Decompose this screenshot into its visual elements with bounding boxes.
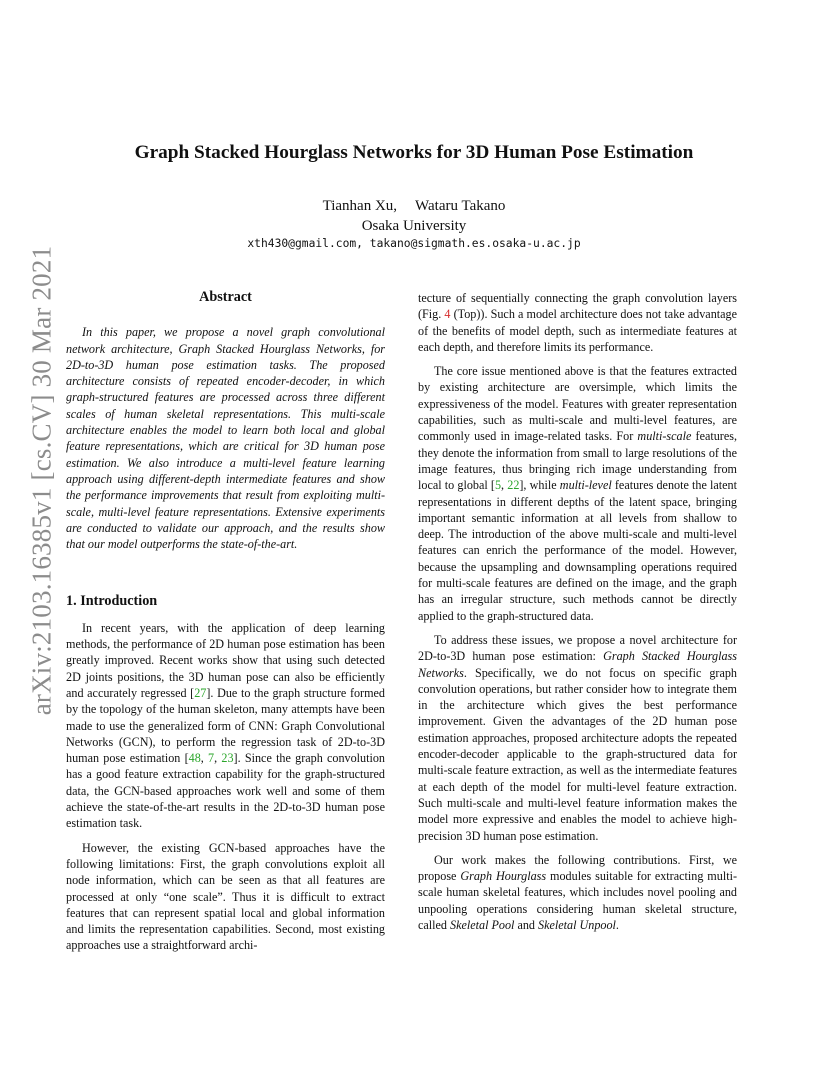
figure-link[interactable]: 4 — [444, 307, 451, 322]
right-column — [418, 290, 737, 941]
citation-link[interactable]: 7 — [208, 751, 215, 766]
intro-paragraph-3: The core issue mentioned above is that the features extracted by existing architecture are oversimple, which limits the expressiveness of the model. Features with greater representation capabilities, such as multi-scale and multi-level features, are commonly used in image-related tasks. For multi-scale features, they denote the information from small to large resolutions of the image features, thus bringing rich image understanding from local to global [5, 22], while multi-level features denote the latent representations in different depths of the latent space, bringing important semantic information at all levels from shallow to deep. The introduction of the above multi-scale and multi-level features can enrich the performance of the model. However, because the upsampling and downsampling operations required for multi-scale features are defined on the image, and the graph has an irregular structure, such methods cannot be directly applied to the graph-structured data. — [418, 364, 737, 623]
citation-link[interactable]: 27 — [194, 685, 207, 700]
intro-paragraph-1: In recent years, with the application of deep learning methods, the performance of 2D human pose estimation has been greatly improved. Recent works show that using such detected 2D joints positions, the 3D human pose can also be efficiently and accurately regressed [27]. Due to the graph structure formed by the topology of the human skeleton, many attempts have been made to use the generalized form of CNN: Graph Convolutional Networks (GCN), to perform the regression task of 2D-to-3D human pose estimation [48, 7, 23]. Since the graph convolution has a good feature extraction capability for the graph-structured data, the GCN-based approaches work well and some of them achieve the state-of-the-art results in the 2D-to-3D human pose estimation task. — [66, 620, 386, 831]
paper-title: Graph Stacked Hourglass Networks for 3D Human Pose Estimation — [134, 142, 694, 163]
arxiv-identifier: arXiv:2103.16385v1 [cs.CV] 30 Mar 2021 — [26, 245, 57, 715]
intro-paragraph-5: Our work makes the following contributions. First, we propose Graph Hourglass modules suitable for extracting multi-scale human skeletal features, which includes novel pooling and unpooling operations considering human skeletal structure, called Skeletal Pool and Skeletal Unpool. — [418, 852, 737, 932]
author-emails: xth430@gmail.com, takano@sigmath.es.osaka-u.ac.jp — [247, 237, 581, 250]
author-name: Wataru Takano — [415, 198, 506, 214]
affiliation: Osaka University — [361, 218, 467, 234]
author-name: Tianhan Xu, — [322, 198, 398, 214]
abstract-text: In this paper, we propose a novel graph convolutional network architecture, Graph Stacked Hourglass Networks, for 2D-to-3D human pose estimation tasks. The proposed architecture consists of repeated encoder-decoder, in which graph-structured features are processed across three different scales of human skeletal representations. This multi-scale architecture enables the model to learn both local and global feature representations, which are critical for 3D human pose estimation. We also introduce a multi-level feature learning approach using different-depth intermediate features and show the performance improvements that result from exploiting multi-scale, multi-level feature representations. Extensive experiments are conducted to validate our approach, and the results show that our model outperforms the state-of-the-art. — [66, 325, 385, 552]
section-heading-introduction: 1. Introduction — [66, 593, 158, 610]
author-block — [60, 196, 768, 236]
arxiv-sidebar — [20, 245, 64, 715]
intro-paragraph-2: However, the existing GCN-based approaches have the following limitations: First, the graph convolutions exploit all node information, which can be seen as that all features are processed at only “one scale”. Thus it is difficult to extract features that can represent spatial local and global information and limits the representation capabilities. Second, most existing approaches use a straightforward archi- — [66, 840, 385, 953]
citation-link[interactable]: 22 — [507, 478, 520, 493]
abstract-heading: Abstract — [199, 289, 252, 305]
intro-paragraph-4: To address these issues, we propose a novel architecture for 2D-to-3D human pose estimation: Graph Stacked Hourglass Networks. Specifically, we do not focus on specific graph convolution operations, but rather consider how to integrate them in the architecture which gives the best performance improvement. Given the advantages of the 2D human pose estimation approaches, proposed architecture adopts the repeated encoder-decoder applicable to the graph-structured data for multi-scale feature extraction, as well as the intermediate features at each depth of the model for multi-level feature extraction. Such multi-scale and multi-level feature information makes the model more expressive and enables the model to achieve high-precision 3D human pose estimation. — [418, 632, 738, 843]
citation-link[interactable]: 23 — [221, 751, 234, 766]
intro-paragraph-2-continued: tecture of sequentially connecting the graph convolution layers (Fig. 4 (Top)). Such a model architecture does not take advantage of the benefits of model depth, such as intermediate features at each depth, and therefore limits its performance. — [418, 291, 737, 354]
left-column — [66, 289, 385, 962]
citation-link[interactable]: 5 — [494, 478, 502, 493]
citation-link[interactable]: 48 — [188, 751, 201, 766]
